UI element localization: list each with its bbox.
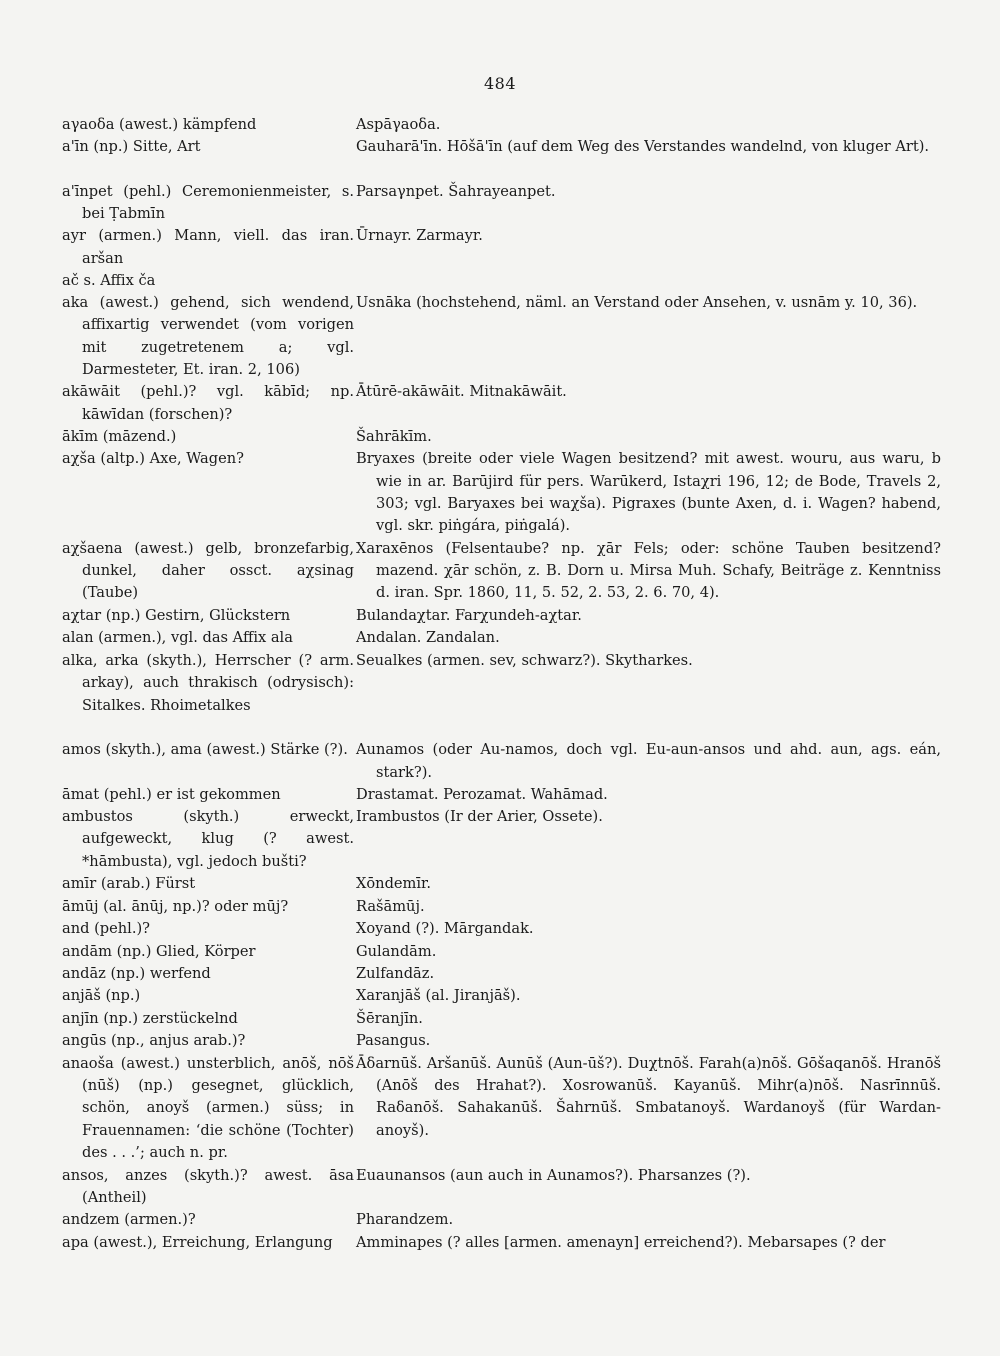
entry-examples: Gulandām. — [356, 942, 437, 960]
entry-examples: Xaraxēnos (Felsentaube? np. χār Fels; oder: schöne Tauben besitzend? mazend. χār schön, z. B. Dorn u. Mirsa Muh. Schafy, Beiträge z. Kenntniss d. iran. Spr. 1860, 11, 5. 52, 2. 53, 2. 6. 70, 4). — [356, 539, 941, 602]
entry-examples: Bulandaχtar. Farχundeh-aχtar. — [356, 607, 582, 624]
entry-examples: Andalan. Zandalan. — [356, 629, 500, 647]
entry-examples: Aunamos (oder Au-namos, doch vgl. Eu-aun-ansos und ahd. aun, ags. eán, stark?). — [356, 741, 941, 781]
entry-term: anaoša (awest.) unsterblich, anōš, nōš (nūš) (np.) gesegnet, glücklich, schön, anoyš (armen.) süss; in Frauennamen: ‘die schöne (Tochter) des . . .’; auch n. pr. — [62, 1054, 354, 1162]
entry-term: apa (awest.), Erreichung, Erlangung — [62, 1233, 333, 1251]
entry-examples: Gauharā'īn. Hōšā'īn (auf dem Weg des Verstandes wandelnd, von kluger Art). — [356, 138, 930, 156]
entry-term: angūs (np., anjus arab.)? — [62, 1032, 246, 1050]
entry-term: aγaoδa (awest.) kämpfend — [62, 116, 257, 133]
entry-term: andām (np.) Glied, Körper — [62, 942, 256, 960]
entry-term: aka (awest.) gehend, sich wendend, affixartig verwendet (vom vorigen mit zugetretenem a; vgl. Darmesteter, Et. iran. 2, 106) — [62, 294, 354, 379]
page-number: 484 — [483, 74, 517, 93]
entry-examples: Amminapes (? alles [armen. amenayn] erreichend?). Mebarsapes (? der — [356, 1233, 886, 1251]
entry-term: alan (armen.), vgl. das Affix ala — [62, 629, 293, 647]
entry-term: a'īnpet (pehl.) Ceremonienmeister, s. bei Ṭabmīn — [62, 182, 354, 223]
entry-examples: Usnāka (hochstehend, näml. an Verstand oder Ansehen, v. usnām y. 10, 36). — [356, 294, 918, 311]
entry-examples: Xoyand (?). Mārgandak. — [356, 920, 534, 938]
entry-term: āmat (pehl.) er ist gekommen — [62, 785, 281, 803]
entry-term: aχša (altp.) Axe, Wagen? — [62, 450, 244, 468]
entry-examples: Ātūrē-akāwāit. Mitnakāwāit. — [356, 383, 567, 401]
entry-examples: Āδarnūš. Aršanūš. Aunūš (Aun-ūš?). Duχtnōš. Farah(a)nōš. Gōšaqanōš. Hranōš (Anōš des Hrahat?). Xosrowanūš. Kayanūš. Mihr(a)nōš. Nasrīnnūš. Raδanōš. Sahakanūš. Šahrnūš. Smbatanoyš. Wardanoyš (für Wardan-anoyš). — [356, 1054, 941, 1139]
entry-term: anjīn (np.) zerstückelnd — [62, 1009, 238, 1027]
entry-examples: Drastamat. Perozamat. Wahāmad. — [356, 785, 608, 803]
entry-term: ač s. Affix ča — [62, 271, 156, 289]
entry-examples: Aspāγaoδa. — [356, 116, 441, 133]
entry-term: aχšaena (awest.) gelb, bronzefarbig, dunkel, daher ossct. aχsinag (Taube) — [62, 539, 354, 602]
entry-examples: Seualkes (armen. sev, schwarz?). Skytharkes. — [356, 651, 693, 669]
entry-examples: Xōndemīr. — [356, 875, 432, 893]
entry-examples: Zulfandāz. — [356, 965, 435, 982]
entry-term: a'īn (np.) Sitte, Art — [62, 138, 201, 156]
entry-examples: Ūrnayr. Zarmayr. — [356, 227, 483, 245]
entry-term: ansos, anzes (skyth.)? awest. āsa (Antheil) — [62, 1167, 354, 1207]
entry-term: anjāš (np.) — [62, 987, 141, 1005]
entry-term: andzem (armen.)? — [62, 1211, 196, 1229]
entry-term: akāwāit (pehl.)? vgl. kābīd; np. kāwīdan (forschen)? — [62, 383, 354, 423]
entry-examples: Xaranjāš (al. Jiranjāš). — [356, 987, 521, 1005]
entry-term: ayr (armen.) Mann, viell. das iran. aršan — [62, 227, 354, 267]
entry-term: ambustos (skyth.) erweckt, aufgeweckt, klug (? awest. *hāmbusta), vgl. jedoch bušti? — [62, 808, 354, 870]
entry-examples: Parsaγnpet. Šahrayeanpet. — [356, 182, 556, 200]
entry-term: alka, arka (skyth.), Herrscher (? arm. arkay), auch thrakisch (odrysisch): Sitalkes. Rhoimetalkes — [62, 651, 354, 714]
entry-term: amos (skyth.), ama (awest.) Stärke (?). — [62, 741, 348, 759]
entry-examples: Pharandzem. — [356, 1211, 454, 1229]
entry-term: āmūj (al. ānūj, np.)? oder mūj? — [62, 897, 289, 915]
entry-examples: Rašāmūj. — [356, 897, 425, 915]
entry-term: andāz (np.) werfend — [62, 965, 211, 982]
entry-term: aχtar (np.) Gestirn, Glückstern — [62, 607, 291, 624]
entry-examples: Irambustos (Ir der Arier, Ossete). — [356, 808, 603, 825]
entry-examples: Euaunansos (aun auch in Aunamos?). Pharsanzes (?). — [356, 1167, 751, 1184]
entry-term: and (pehl.)? — [62, 920, 150, 938]
entry-term: ākīm (māzend.) — [62, 427, 177, 445]
entry-examples: Šēranjīn. — [356, 1009, 423, 1027]
entry-examples: Šahrākīm. — [356, 427, 432, 445]
entry-examples: Pasangus. — [356, 1032, 431, 1050]
entry-term: amīr (arab.) Fürst — [62, 875, 196, 893]
entry-examples: Bryaxes (breite oder viele Wagen besitzend? mit awest. wouru, aus waru, b wie in ar. Barūjird für pers. Warūkerd, Istaχri 196, 12; de Bode, Travels 2, 303; vgl. Baryaxes bei waχša). Pigraxes (bunte Axen, d. i. Wagen? habend, vgl. skr. piṅgára, piṅgalá). — [356, 450, 941, 535]
